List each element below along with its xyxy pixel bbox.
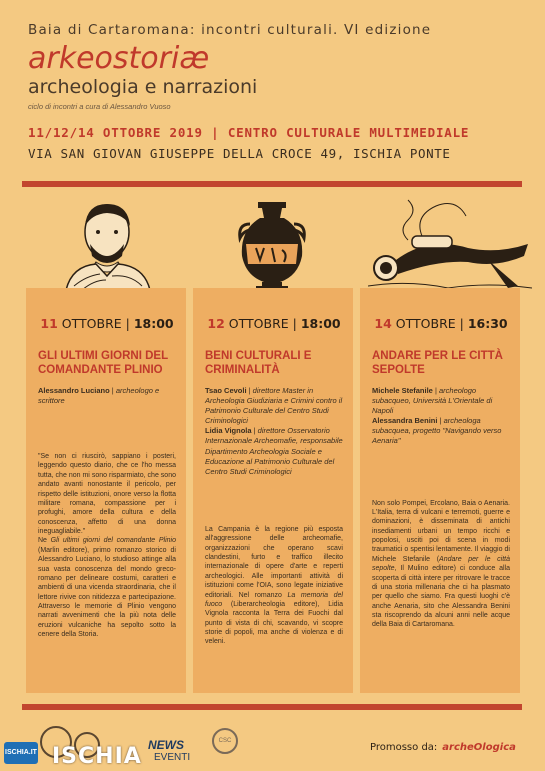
event-card-1 — [26, 288, 186, 693]
speaker: Tsao Cevoli | direttore Master in Archeologia Giudiziaria e Crimini contro il Patrimonio Culturale del Centro Studi Criminologici — [205, 385, 343, 426]
promoted-by-label: Promosso da: — [370, 742, 438, 753]
event-time: 18:00 — [133, 316, 174, 331]
speaker-name: Lidia Vignola — [205, 426, 252, 436]
event-time: 16:30 — [467, 316, 508, 331]
speaker: Michele Stefanile | archeologo subacqueo, Università L'Orientale di Napoli — [372, 385, 493, 415]
venue-address: VIA SAN GIOVAN GIUSEPPE DELLA CROCE 49, ISCHIA PONTE — [28, 146, 451, 161]
news-logo[interactable]: NEWS — [148, 738, 184, 752]
speaker-name: Michele Stefanile — [372, 385, 433, 395]
eventi-logo[interactable]: EVENTI — [154, 752, 191, 763]
speaker-role: archeologo e scrittore — [38, 385, 160, 405]
top-divider — [22, 181, 522, 187]
curator-line: ciclo di incontri a cura di Alessandro Vuoso — [28, 102, 171, 111]
event-month: OTTOBRE — [61, 316, 122, 331]
event-date-time: 11 OTTOBRE | 18:00 — [40, 316, 174, 331]
archeologica-logo[interactable]: archeOlogica — [442, 742, 516, 753]
event-subtitle: archeologia e narrazioni — [28, 76, 258, 98]
speaker-role: direttore Master in Archeologia Giudiziaria e Crimini contro il Patrimonio Culturale del Centro Studi Criminologici — [205, 385, 343, 426]
greek-vase-illustration — [232, 200, 312, 292]
talk-description: "Se non ci riuscirò, sappiano i posteri, leggendo questo diario, che ce l'ho messa tutta, che non mi sono risparmiato, che sono andato avanti nonostante il pericolo, per rispetto delle istituzioni, onore verso la flotta militare romana, compassione per i profughi, amore della cultura e della conoscenza, affetto di una donna ineguagliabile." Ne Gli ultimi giorni del comandante Plinio (Marlin editore), primo romanzo storico di Alessandro Luciano, lo studioso attinge alla sua vasta conoscenza del mondo greco-romano per delineare costumi, caratteri e ambienti di una vicenda straordinaria, che il lettore rivive con nitidezza e partecipazione. Attraverso le memorie di Plinio vengono narrati avvenimenti che la più nota delle eruzioni vulcaniche ha sepolto sotto la cenere della Storia. — [38, 453, 176, 639]
speaker-list — [38, 386, 176, 406]
promoted-by — [370, 742, 516, 753]
bottom-divider — [22, 704, 522, 710]
event-date-time: 12 OTTOBRE | 18:00 — [207, 316, 341, 331]
speaker-name: Alessandro Luciano — [38, 385, 110, 395]
speaker: Alessandra Benini | archeologa subacquea, progetto "Navigando verso Aenaria" — [372, 416, 502, 446]
talk-description: La Campania è la regione più esposta all'aggressione delle archeomafie, organizzazioni che operano scavi clandestini, furto e traffico illecito internazionale di opere d'arte e reperti archeologici. Alle importanti attività di istituzioni come l'OIA, sono legate iniziative editoriali. Nel romanzo La memoria del fuoco (Liberarcheologia editore), Lidia Vignola racconta la Terra dei Fuochi dal punto di vista di chi, scavando, vi scopre storie di popoli, ma anche di violenza e di veleni. — [205, 525, 343, 646]
speaker-role: archeologo subacqueo, Università L'Orientale di Napoli — [372, 385, 493, 415]
speaker: Alessandro Luciano | archeologo e scrittore — [38, 385, 160, 405]
event-day: 11 — [40, 316, 58, 331]
event-card-3 — [360, 288, 520, 693]
talk-title: BENI CULTURALI E CRIMINALITÀ — [205, 350, 312, 377]
series-title: Baia di Cartaromana: incontri culturali. VI edizione — [28, 22, 432, 38]
event-date-time: 14 OTTOBRE | 16:30 — [374, 316, 508, 331]
roman-bust-illustration — [52, 196, 162, 292]
talk-title: GLI ULTIMI GIORNI DEL COMANDANTE PLINIO — [38, 350, 168, 377]
dates-venue: 11/12/14 OTTOBRE 2019 | CENTRO CULTURALE MULTIMEDIALE — [28, 125, 470, 140]
speaker-role: direttore Osservatorio Internazionale Archeomafie, responsabile Dipartimento Archeologia Sociale e Educazione al Patrimonio Culturale del Centro Studi Criminologici — [205, 426, 343, 476]
speaker-list — [372, 386, 510, 447]
speaker: Lidia Vignola | direttore Osservatorio Internazionale Archeomafie, responsabile Dipartimento Archeologia Sociale e Educazione al Patrimonio Culturale del Centro Studi Criminologici — [205, 426, 343, 476]
event-day: 14 — [374, 316, 392, 331]
speaker-role: archeologa subacquea, progetto "Navigando verso Aenaria" — [372, 416, 502, 446]
diver-illustration — [368, 196, 532, 292]
header — [0, 0, 545, 161]
event-day: 12 — [207, 316, 225, 331]
talk-description: Non solo Pompei, Ercolano, Baia o Aenaria. L'Italia, terra di vulcani e terremoti, guerre e dominazioni, è disseminata di antichi insediamenti urbani un tempo ricchi e popolosi, usciti poi di scena in modi traumatici o spentisi lentamente. Il viaggio di Michele Stefanile (Andare per le città sepolte, Il Mulino editore) ci conduce alla scoperta di città intere per ritrovare le tracce di una storia millenaria che ci ha plasmato per quello che siamo. Fra questi luoghi c'è anche Aenaria, sito che Alessandra Benini sta riscoprendo da alcuni anni nelle acque della Baia di Cartaromana. — [372, 499, 510, 629]
event-month: OTTOBRE — [395, 316, 456, 331]
event-card-2 — [193, 288, 353, 693]
speaker-name: Alessandra Benini — [372, 416, 438, 426]
event-month: OTTOBRE — [228, 316, 289, 331]
event-title: arkeostoriæ — [28, 41, 210, 76]
ischia-it-logo[interactable]: ISCHIA.IT — [4, 742, 38, 764]
talk-title: ANDARE PER LE CITTÀ SEPOLTE — [372, 350, 503, 377]
csc-logo[interactable]: CSC — [212, 728, 238, 754]
speaker-name: Tsao Cevoli — [205, 385, 247, 395]
ischia-wordmark[interactable]: ISCHIA — [52, 744, 142, 769]
speaker-list — [205, 386, 343, 477]
event-time: 18:00 — [300, 316, 341, 331]
